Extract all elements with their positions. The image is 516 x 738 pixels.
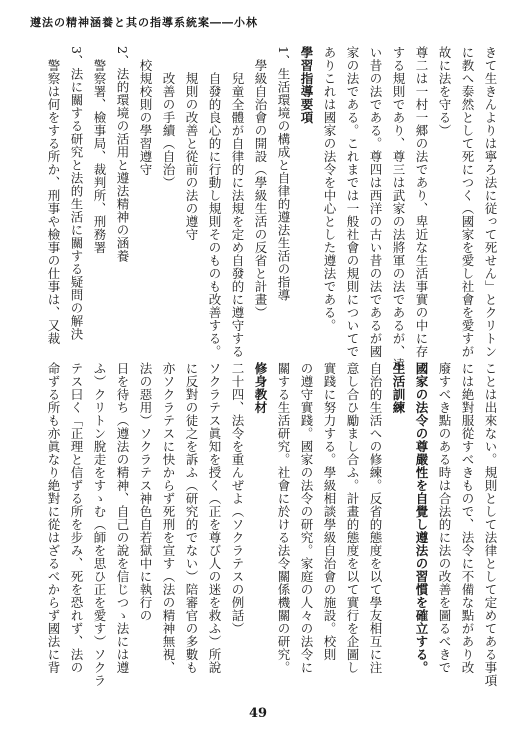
text-column: ソクラテス眞知を授く（正を尊び人の迷を救ふ）所說	[207, 362, 222, 674]
text-column: には絶對服從すべきもので、法令に不備な點があり改	[460, 362, 475, 674]
text-column: 亦ソクラテスに快からず死刑を宣す（法の精神無視、	[161, 362, 176, 674]
text-column: きて生きんよりは寧ろ法に従って死せん」とクリトン	[483, 46, 498, 358]
text-column: い昔の法である。尊四は西洋の古い昔の法であるが國	[368, 46, 383, 358]
text-column: 學級自治會の開設（學級生活の反省と計畫）	[253, 46, 268, 319]
text-column: 兒童全體が自律的に法規を定め自發的に遵守する	[230, 46, 245, 358]
text-column: に教へ泰然として死につく（國家を愛し社會を愛すが	[460, 46, 475, 358]
text-block-upper	[42, 46, 502, 371]
text-column: 實踐に努力する。學級相談學級自治會の施設。校則	[322, 362, 337, 661]
section-heading: 生活訓練	[391, 362, 406, 414]
text-column: 1、生活環境の構成と自律的遵法生活の指導	[276, 46, 291, 302]
text-column: ありこれは國家の法令を中心とした遵法である。	[322, 46, 337, 332]
text-column: 尊二は一村一郷の法であり、卑近な生活事實の中に存	[414, 46, 429, 358]
text-column: 命ずる所も亦眞なり絶對に從はざるべからず國法に背	[46, 362, 61, 674]
text-column: テス曰く「正理と信ずる所を步み、死を恐れず、法の	[69, 362, 84, 674]
text-column: 關する生活研究。社會に於ける法令關係機關の研究。	[276, 362, 291, 674]
text-column: 校規校則の學習遵守	[138, 46, 153, 176]
text-column: ことは出來ない。規則として法律として定めてある事項	[483, 362, 498, 687]
text-column: 法の惡用）ソクラテス神色自若獄中に執行の	[138, 362, 153, 622]
text-block-lower	[42, 362, 502, 692]
text-column: の遵守實踐。國家の法令の研究。家庭の人々の法令に	[299, 362, 314, 674]
text-column: 改善の手續（自治）	[161, 46, 176, 189]
text-column: 自治的生活への修練。反省的態度を以て學友相互に注	[368, 362, 383, 674]
text-column: 故に法を守る）	[437, 46, 452, 137]
text-column: 自發的良心的に行動し規則そのものも改善する。	[207, 46, 222, 358]
text-column: 國家の法令の尊嚴性を自覺し遵法の習慣を確立する。	[414, 362, 429, 674]
section-heading: 學習指導要項	[299, 46, 314, 124]
text-column: 警察署、檢事局、裁判所、刑務署	[92, 46, 107, 254]
text-column: に反對の徒之を訴ふ（研究的でない）陪審官の多數も	[184, 362, 199, 674]
text-column: 規則の改善と從前の法の遵守	[184, 46, 199, 241]
text-column: 3、法に關する研究と法的生活に關する疑問の解決	[69, 46, 84, 341]
text-column: する規則であり、尊三は武家の法將軍の法であるが、遠	[391, 46, 406, 371]
text-column: 日を待ち（遵法の精神、自己の說を信じつゝ法には遵	[115, 362, 130, 674]
section-heading: 修身教材	[253, 362, 268, 414]
text-column: ふ）クリトン脫走をすゝむ（師を思ひ正を愛す）ソクラ	[92, 362, 107, 687]
text-column: 意し合ひ勵まし合ふ。計畫的態度を以て實行を企圖し	[345, 362, 360, 674]
text-column: 2、法的環境の活用と遵法精神の涵養	[115, 46, 130, 263]
text-column: 家の法である。これまでは一般社會の規則についてで	[345, 46, 360, 358]
running-head: 遵法の精神涵養と其の指導系統案――小林	[30, 16, 258, 29]
text-column: 警察は何をする所か、刑事や檢事の仕事は、又裁	[46, 46, 61, 345]
page-number: 49	[248, 706, 268, 721]
text-column: 二十四、法令を重んぜよ（ソクラテスの例話）	[230, 362, 245, 635]
text-column: 廢すべき點のある時は合法的に法の改善を圖るべきで	[437, 362, 452, 674]
